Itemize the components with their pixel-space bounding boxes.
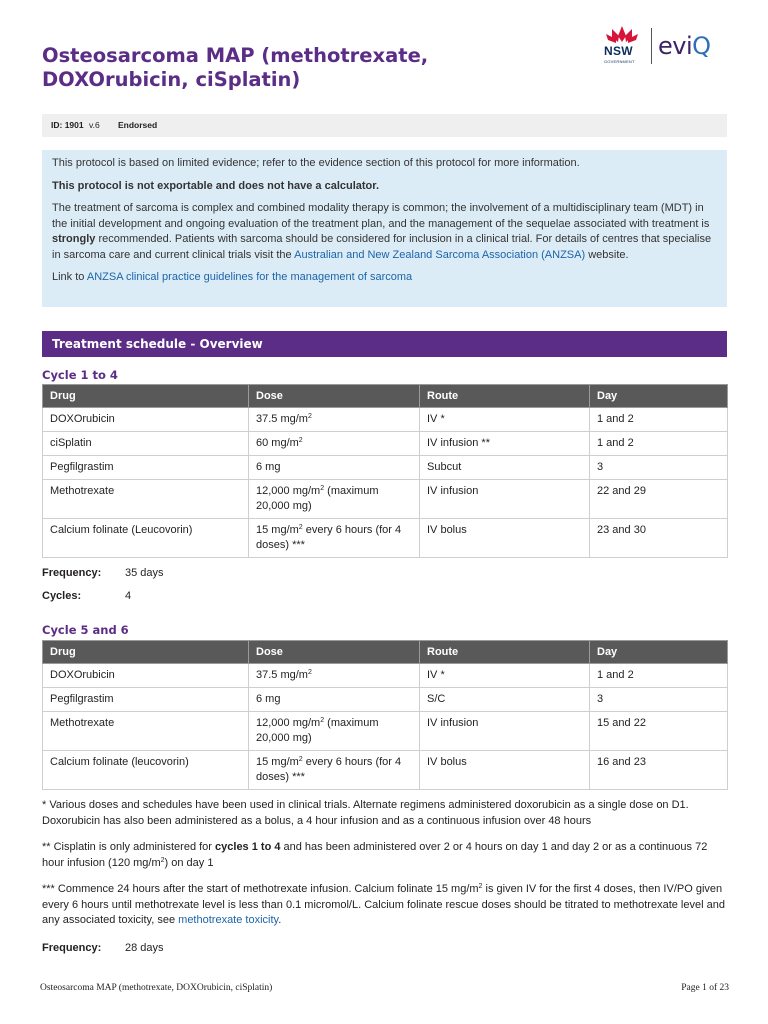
column-header-drug: Drug (43, 385, 249, 408)
dose-text: every 6 hours (for 4 doses) *** (256, 524, 402, 551)
table-row (43, 751, 728, 790)
route-cell: Subcut (420, 456, 590, 480)
column-header-day: Day (590, 385, 728, 408)
info-box (42, 150, 727, 307)
info-text: recommended. Patients with sarcoma should be considered for inclusion in a clinical trial. For details of centres that specialise in sarcoma care and current clinical trials visit the (52, 233, 712, 261)
cycle-1-4-frequency (42, 567, 164, 579)
logo-divider (651, 28, 652, 64)
footer-page-number: Page 1 of 23 (681, 983, 729, 993)
dose-text: (maximum 20,000 mg) (256, 717, 379, 744)
footnote-text: is given IV for the first 4 doses, then IV/PO given every 6 hours until methotrexate level is less than 0.1 micromol/L. Calcium folinate rescue doses should be titrated to methotrexate level and any associated toxicity, see (42, 883, 725, 926)
route-cell: IV infusion (420, 712, 590, 751)
day-cell: 15 and 22 (590, 712, 728, 751)
column-header-route: Route (420, 641, 590, 664)
dose-text: 6 mg (256, 461, 281, 473)
cycles-label: Cycles: (42, 590, 82, 602)
footnote-text: *** Commence 24 hours after the start of methotrexate infusion. Calcium folinate 15 mg/m (42, 883, 479, 895)
dose-text: 15 mg/m (256, 756, 299, 768)
nsw-text: NSW (604, 44, 633, 58)
protocol-status: Endorsed (118, 120, 158, 130)
footnote-text: . (278, 914, 282, 926)
frequency-value: 35 days (125, 567, 164, 579)
footnote-emphasis: cycles 1 to 4 (215, 841, 281, 853)
column-header-route: Route (420, 385, 590, 408)
route-cell: S/C (420, 688, 590, 712)
footnote-doxorubicin: * Various doses and schedules have been used in clinical trials. Alternate regimens administered doxorubicin as a single dose on D1. Doxorubicin has also been administered as a bolus, a 4 hour infusion and as a continuous infusion over 48 hours (42, 799, 689, 827)
info-text: website. (585, 248, 629, 261)
methotrexate-toxicity-link[interactable]: methotrexate toxicity (178, 914, 279, 926)
eviq-logo-text: evi (658, 32, 693, 60)
dose-text: 12,000 mg/m (256, 717, 321, 729)
dose-text: 37.5 mg/m (256, 669, 308, 681)
day-cell: 1 and 2 (590, 432, 728, 456)
superscript: 2 (478, 883, 483, 890)
table-header-row (43, 385, 728, 408)
superscript: 2 (320, 485, 325, 492)
column-header-drug: Drug (43, 641, 249, 664)
dose-cell (249, 519, 420, 558)
superscript: 2 (307, 669, 312, 676)
superscript: 2 (298, 524, 303, 531)
drug-cell: Calcium folinate (Leucovorin) (43, 519, 249, 558)
day-cell: 3 (590, 688, 728, 712)
table-header-row (43, 641, 728, 664)
cycle-5-6-heading: Cycle 5 and 6 (42, 623, 129, 637)
table-row (43, 480, 728, 519)
day-cell: 23 and 30 (590, 519, 728, 558)
superscript: 2 (298, 437, 303, 444)
nsw-government-logo (600, 24, 644, 68)
drug-cell: DOXOrubicin (43, 664, 249, 688)
protocol-id-bar (42, 114, 727, 137)
footnote-calcium-folinate (42, 882, 732, 929)
drug-cell: Pegfilgrastim (43, 456, 249, 480)
dose-cell (249, 712, 420, 751)
footnote-text: ** Cisplatin is only administered for (42, 841, 216, 853)
info-sarcoma-paragraph (52, 201, 717, 263)
drug-cell: Methotrexate (43, 480, 249, 519)
cycle-1-4-table (42, 384, 728, 558)
day-cell: 1 and 2 (590, 664, 728, 688)
drug-cell: DOXOrubicin (43, 408, 249, 432)
dose-cell (249, 408, 420, 432)
route-cell: IV bolus (420, 519, 590, 558)
protocol-version: v.6 (89, 120, 100, 130)
frequency-label: Frequency: (42, 567, 102, 579)
dose-text: 60 mg/m (256, 437, 299, 449)
drug-cell: Pegfilgrastim (43, 688, 249, 712)
dose-cell (249, 456, 420, 480)
dose-cell (249, 688, 420, 712)
table-row (43, 456, 728, 480)
table-row (43, 688, 728, 712)
info-text: The treatment of sarcoma is complex and combined modality therapy is common; the involvement of a multidisciplinary team (MDT) in the initial development and ongoing evaluation of the treatment plan, and the management of the sequelae associated with treatment is (52, 202, 710, 230)
table-row (43, 712, 728, 751)
column-header-dose: Dose (249, 385, 420, 408)
cycle-5-6-frequency (42, 942, 164, 954)
cycle-1-4-heading: Cycle 1 to 4 (42, 368, 118, 382)
table-row (43, 432, 728, 456)
frequency-label: Frequency: (42, 942, 102, 954)
day-cell: 3 (590, 456, 728, 480)
frequency-value: 28 days (125, 942, 164, 954)
footer-document-name: Osteosarcoma MAP (methotrexate, DOXOrubicin, ciSplatin) (40, 983, 273, 993)
route-cell: IV infusion (420, 480, 590, 519)
dose-text: (maximum 20,000 mg) (256, 485, 379, 512)
column-header-dose: Dose (249, 641, 420, 664)
table-row (43, 519, 728, 558)
logo-group (600, 24, 730, 68)
superscript: 2 (160, 856, 165, 864)
day-cell: 16 and 23 (590, 751, 728, 790)
info-limited-evidence: This protocol is based on limited evidence; refer to the evidence section of this protocol for more information. (52, 157, 580, 169)
info-guidelines-paragraph (52, 270, 717, 286)
eviq-logo (658, 32, 711, 60)
table-row (43, 408, 728, 432)
footnote-cisplatin (42, 840, 732, 871)
drug-cell: Methotrexate (43, 712, 249, 751)
eviq-logo-q: Q (692, 32, 711, 60)
superscript: 2 (298, 756, 303, 763)
column-header-day: Day (590, 641, 728, 664)
dose-cell (249, 432, 420, 456)
footnote-text: ) on day 1 (164, 856, 214, 869)
dose-text: 12,000 mg/m (256, 485, 321, 497)
table-row (43, 664, 728, 688)
day-cell: 1 and 2 (590, 408, 728, 432)
protocol-id: ID: 1901 (51, 120, 84, 130)
dose-cell (249, 751, 420, 790)
day-cell: 22 and 29 (590, 480, 728, 519)
route-cell: IV * (420, 664, 590, 688)
dose-cell (249, 664, 420, 688)
cycles-value: 4 (125, 590, 132, 602)
page-title: Osteosarcoma MAP (methotrexate, DOXOrubicin, ciSplatin) (42, 44, 429, 91)
info-not-exportable: This protocol is not exportable and does not have a calculator. (52, 179, 380, 192)
route-cell: IV * (420, 408, 590, 432)
cycle-5-6-table (42, 640, 728, 790)
info-emphasis: strongly (52, 233, 96, 245)
route-cell: IV bolus (420, 751, 590, 790)
drug-cell: Calcium folinate (leucovorin) (43, 751, 249, 790)
anzsa-link[interactable]: Australian and New Zealand Sarcoma Association (ANZSA) (294, 248, 586, 261)
waratah-icon (600, 24, 644, 46)
drug-cell: ciSplatin (43, 432, 249, 456)
section-header: Treatment schedule - Overview (42, 331, 727, 357)
dose-text: 37.5 mg/m (256, 413, 308, 425)
dose-cell (249, 480, 420, 519)
superscript: 2 (307, 413, 312, 420)
route-cell: IV infusion ** (420, 432, 590, 456)
dose-text: 15 mg/m (256, 524, 299, 536)
dose-text: every 6 hours (for 4 doses) *** (256, 756, 402, 783)
superscript: 2 (320, 717, 325, 724)
cycle-1-4-cycles (42, 590, 132, 602)
info-text: Link to (52, 271, 87, 283)
dose-text: 6 mg (256, 693, 281, 705)
anzsa-guidelines-link[interactable]: ANZSA clinical practice guidelines for the management of sarcoma (86, 271, 413, 283)
footnote-text: and has been administered over 2 or 4 hours on day 1 and day 2 or as a continuous 72 hour infusion (120 mg/m (42, 841, 708, 869)
government-text: GOVERNMENT (604, 59, 635, 64)
